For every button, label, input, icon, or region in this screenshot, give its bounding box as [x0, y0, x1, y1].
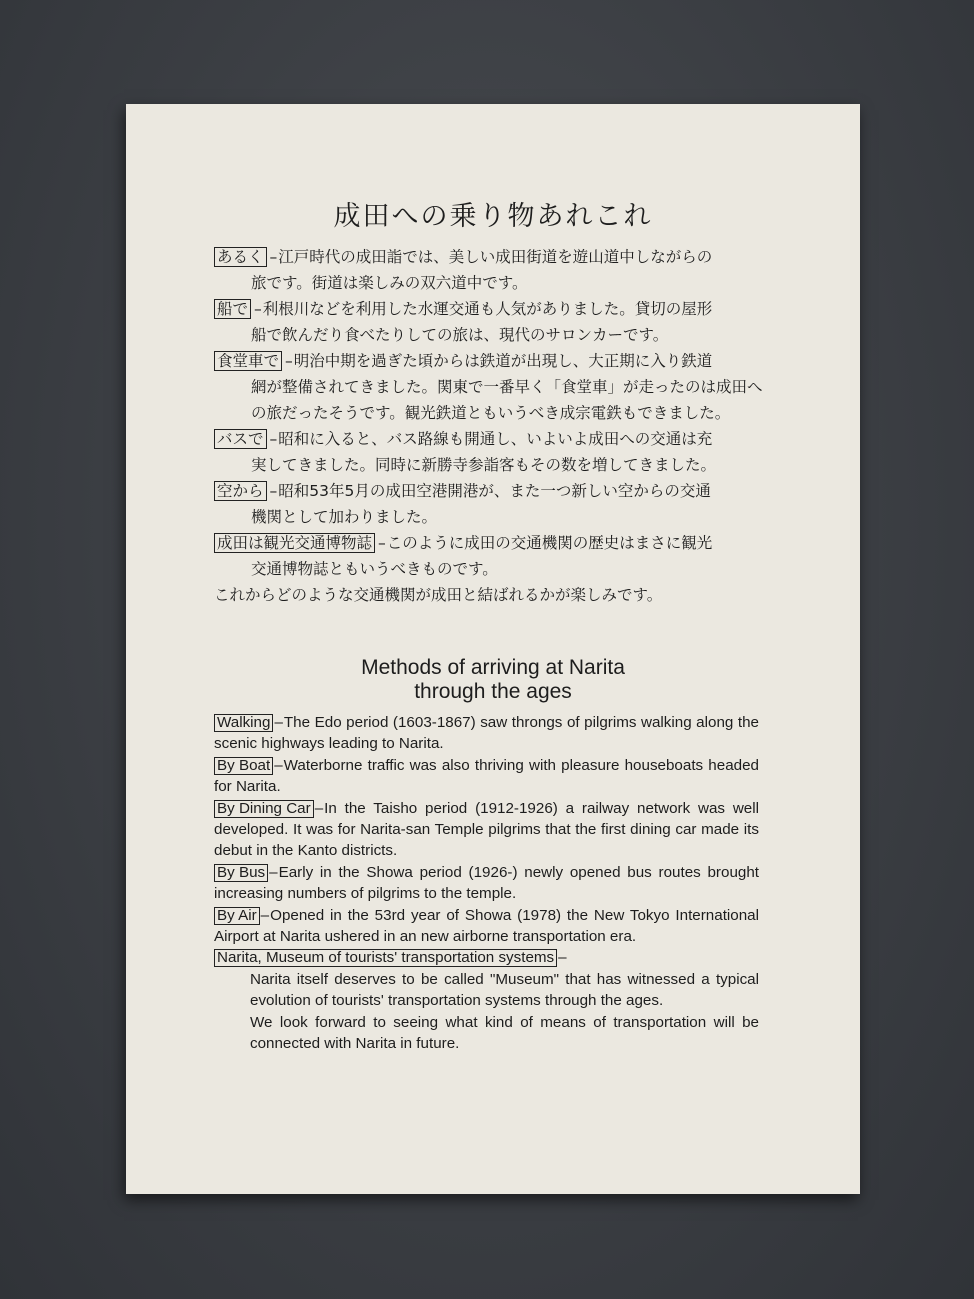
en-text-dining: In the Taisho period (1912-1926) a railway network was well developed. It was for Narita-san Temple pilgrims that the first dining car made its debut in the Kanto districts.	[214, 799, 759, 860]
jp-entry-bus: バスで –昭和に入ると、バス路線も開通し、いよいよ成田への交通は充 実してきました。同時に新勝寺参詣客もその数を増してきました。	[214, 426, 774, 478]
en-text-bus: Early in the Showa period (1926-) newly opened bus routes brought increasing numbers of pilgrims to the temple.	[214, 863, 759, 903]
en-text-museum-2: We look forward to seeing what kind of means of transportation will be connected with Narita in future.	[250, 1013, 759, 1053]
sign-panel	[126, 104, 860, 1194]
jp-label-museum: 成田は観光交通博物誌	[214, 533, 375, 553]
en-label-bus: By Bus	[214, 864, 268, 882]
english-title-line1: Methods of arriving at Narita	[361, 656, 625, 679]
jp-cont-bus: 実してきました。同時に新勝寺参詣客もその数を増してきました。	[251, 456, 717, 474]
jp-label-dining: 食堂車で	[214, 351, 282, 371]
en-label-museum: Narita, Museum of tourists' transportation systems	[214, 949, 557, 967]
jp-cont-museum: 交通博物誌ともいうべきものです。	[251, 560, 498, 578]
japanese-body	[214, 244, 774, 608]
jp-label-boat: 船で	[214, 299, 251, 319]
jp-entry-air: 空から –昭和53年5月の成田空港開港が、また一つ新しい空からの交通 機関として加わりました。	[214, 478, 774, 530]
en-text-air: Opened in the 53rd year of Showa (1978) the New Tokyo International Airport at Narita ushered in an new airborne transportation era.	[214, 906, 759, 946]
jp-text-boat: 利根川などを利用した水運交通も人気がありました。貸切の屋形	[262, 300, 713, 318]
jp-closing: これからどのような交通機関が成田と結ばれるかが楽しみです。	[214, 586, 663, 604]
en-text-walking: The Edo period (1603-1867) saw throngs of pilgrims walking along the scenic highways leading to Narita.	[214, 714, 759, 753]
english-title	[126, 656, 860, 704]
en-label-boat: By Boat	[214, 757, 273, 775]
jp-label-air: 空から	[214, 481, 267, 501]
jp-cont-walking: 旅です。街道は楽しみの双六道中です。	[251, 274, 528, 292]
en-entry-walking: Walking –The Edo period (1603-1867) saw throngs of pilgrims walking along the scenic highways leading to Narita.	[214, 714, 759, 753]
en-text-museum-1: Narita itself deserves to be called "Museum" that has witnessed a typical evolution of tourists' transportation systems through the ages.	[250, 970, 759, 1010]
jp-cont-dining: 網が整備されてきました。関東で一番早く「食堂車」が走ったのは成田への旅だったそうです。観光鉄道ともいうべき成宗電鉄もできました。	[251, 378, 763, 422]
jp-cont-air: 機関として加わりました。	[251, 508, 438, 526]
jp-label-walking: あるく	[214, 247, 267, 267]
jp-entry-walking: あるく –江戸時代の成田詣では、美しい成田街道を遊山道中しながらの 旅です。街道は楽しみの双六道中です。	[214, 244, 774, 296]
japanese-title: 成田への乗り物あれこれ	[333, 201, 653, 232]
jp-text-bus: 昭和に入ると、バス路線も開通し、いよいよ成田への交通は充	[278, 430, 713, 448]
jp-text-walking: 江戸時代の成田詣では、美しい成田街道を遊山道中しながらの	[278, 248, 713, 266]
en-entry-dining: By Dining Car –In the Taisho period (1912-1926) a railway network was well developed. It was for Narita-san Temple pilgrims that the first dining car made its debut in the Kanto districts.	[214, 799, 759, 860]
en-label-dining: By Dining Car	[214, 800, 314, 818]
jp-text-air: 昭和53年5月の成田空港開港が、また一つ新しい空からの交通	[278, 482, 711, 500]
en-text-boat: Waterborne traffic was also thriving with pleasure houseboats headed for Narita.	[214, 756, 759, 796]
jp-entry-boat: 船で –利根川などを利用した水運交通も人気がありました。貸切の屋形 船で飲んだり食べたりしての旅は、現代のサロンカーです。	[214, 296, 774, 348]
en-label-air: By Air	[214, 907, 260, 925]
en-entry-museum: Narita, Museum of tourists' transportation systems – Narita itself deserves to be called "Museum" that has witnessed a typical evolution of tourists' transportation systems through the ages. We look forward to seeing what kind of means of transportation will be connected with Narita in future.	[214, 947, 759, 1054]
jp-entry-dining: 食堂車で –明治中期を過ぎた頃からは鉄道が出現し、大正期に入り鉄道 網が整備されてきました。関東で一番早く「食堂車」が走ったのは成田への旅だったそうです。観光鉄道ともいうべき成宗電鉄もできました。	[214, 348, 774, 426]
jp-cont-boat: 船で飲んだり食べたりしての旅は、現代のサロンカーです。	[251, 326, 669, 344]
jp-text-dining: 明治中期を過ぎた頃からは鉄道が出現し、大正期に入り鉄道	[293, 352, 713, 370]
en-entry-boat: By Boat –Waterborne traffic was also thriving with pleasure houseboats headed for Narita.	[214, 756, 759, 796]
jp-text-museum: このように成田の交通機関の歴史はまさに観光	[386, 534, 713, 552]
english-body	[214, 712, 759, 1055]
jp-entry-museum: 成田は観光交通博物誌 –このように成田の交通機関の歴史はまさに観光 交通博物誌ともいうべきものです。	[214, 530, 774, 582]
en-entry-bus: By Bus –Early in the Showa period (1926-) newly opened bus routes brought increasing numbers of pilgrims to the temple.	[214, 863, 759, 903]
jp-label-bus: バスで	[214, 429, 267, 449]
english-title-line2: through the ages	[414, 680, 572, 703]
en-label-walking: Walking	[214, 714, 273, 732]
en-entry-air: By Air –Opened in the 53rd year of Showa (1978) the New Tokyo International Airport at Narita ushered in an new airborne transportation era.	[214, 906, 759, 946]
